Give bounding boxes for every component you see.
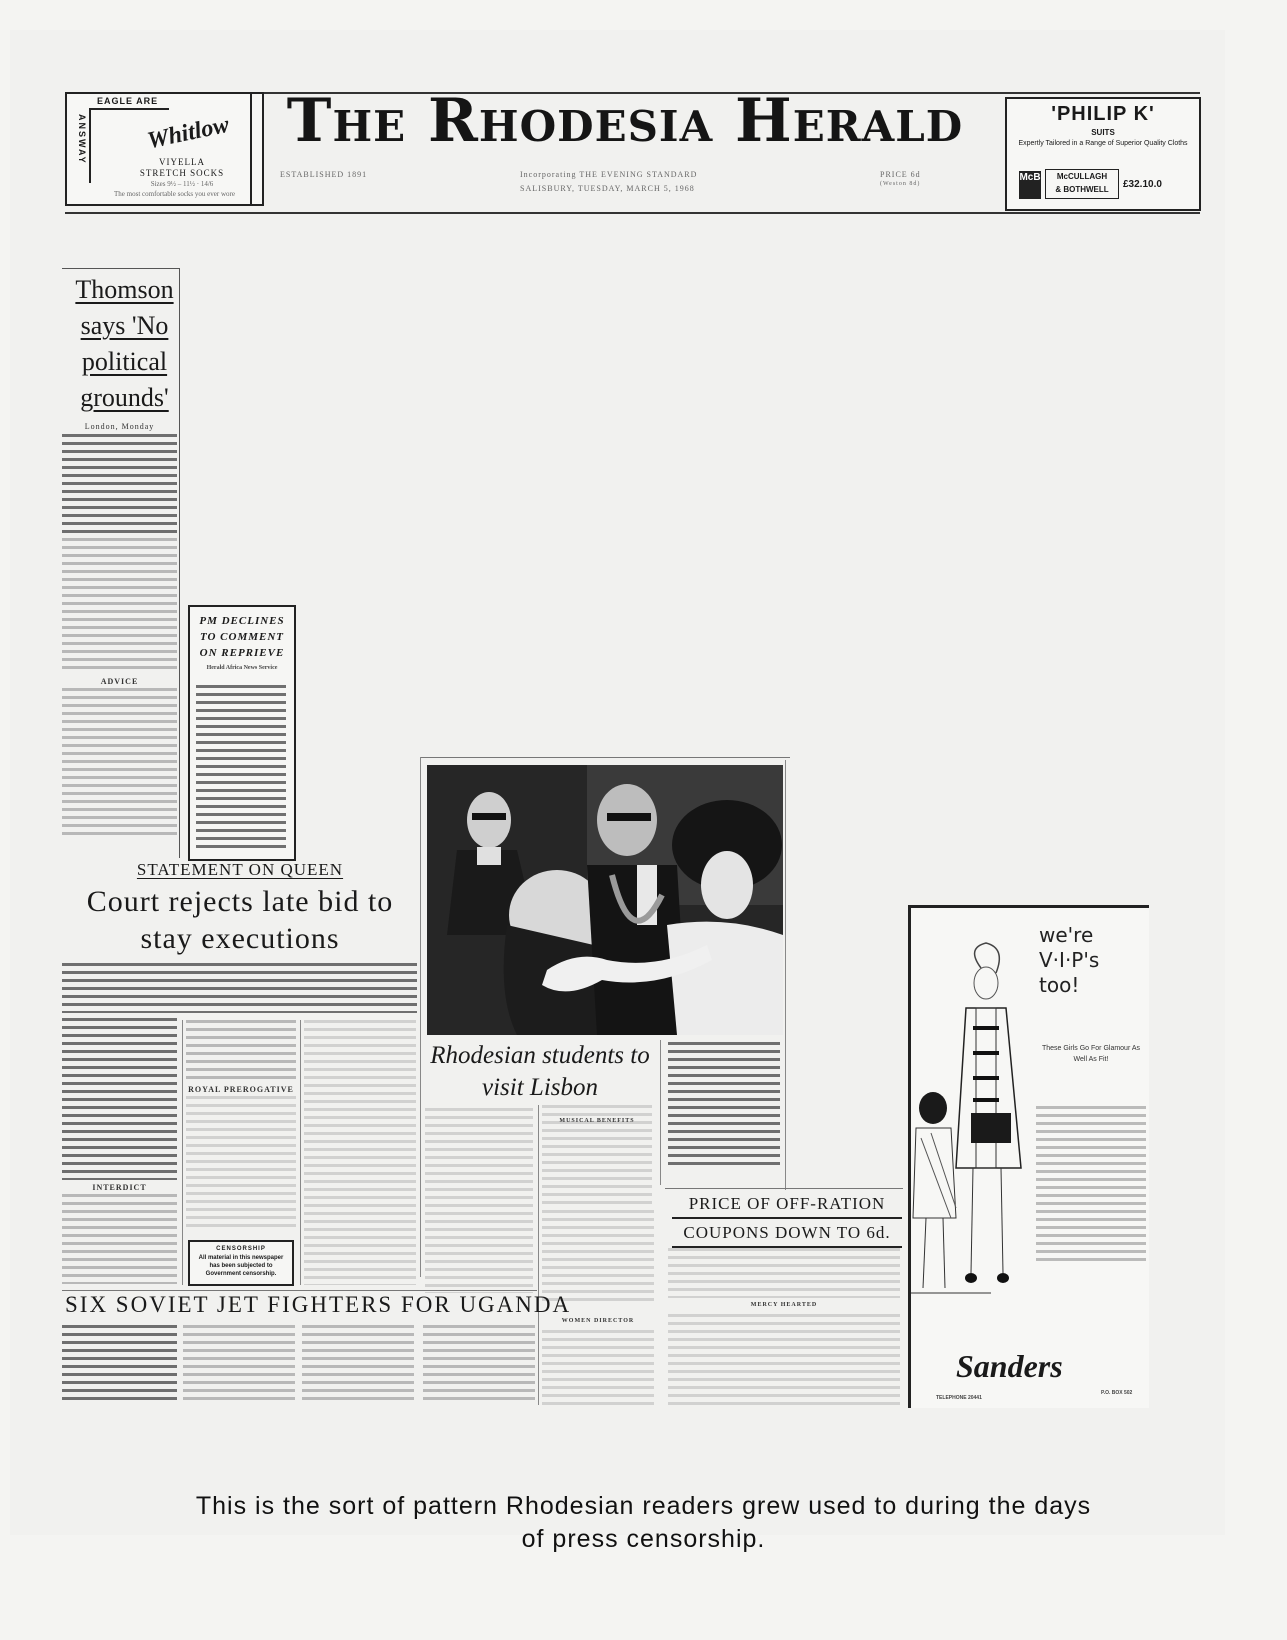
philip-k-ad-name: 'PHILIP K': [1051, 103, 1155, 125]
soviet-body-col1: [62, 1325, 177, 1405]
court-lead-paragraph: [62, 963, 417, 1013]
sanders-ad-body: [1036, 1106, 1146, 1266]
headline-line: Thomson: [75, 275, 174, 304]
masthead-price: PRICE 6d: [880, 170, 921, 179]
thomson-headline: [62, 272, 187, 416]
court-subhead-interdict: INTERDICT: [92, 1183, 147, 1192]
court-body-col3: [304, 1020, 416, 1285]
thomson-body: [62, 538, 177, 673]
soviet-body-col3: [302, 1325, 414, 1405]
court-body-col1: [62, 1018, 177, 1180]
censorship-notice-body: All material in this newspaper has been subjected to Government censorship.: [198, 1255, 284, 1277]
fashion-illustration-icon: [911, 928, 1036, 1308]
masthead-dateline: SALISBURY, TUESDAY, MARCH 5, 1968: [520, 184, 695, 193]
column-rule: [538, 1105, 539, 1405]
masthead-price-sub: (Weston 8d): [880, 181, 921, 187]
pm-declines-byline: Herald Africa News Service: [206, 665, 278, 671]
coupons-subhead: MERCY HEARTED: [750, 1302, 818, 1308]
coupons-headline-line: PRICE OF OFF-RATION: [672, 1190, 902, 1219]
photo-frame-rule: [420, 757, 790, 758]
caption-line: of press censorship.: [521, 1525, 766, 1553]
column-rule: [300, 1020, 301, 1285]
column-rule: [62, 1290, 537, 1291]
sanders-ad: [908, 905, 1149, 1408]
headline-line: says 'No: [80, 311, 169, 340]
news-photo: [427, 765, 783, 1035]
thomson-subhead: ADVICE: [100, 677, 139, 686]
coupons-body: [668, 1248, 900, 1298]
pm-declines-box: [188, 605, 296, 861]
students-body-col2: [542, 1210, 654, 1305]
slogan-line: V·I·P's: [1039, 948, 1100, 972]
column-rule: [420, 757, 421, 1277]
coupons-body: [668, 1314, 900, 1406]
slogan-line: we're: [1039, 923, 1094, 947]
pm-declines-body: [196, 685, 286, 850]
sanders-ad-brand: Sanders: [956, 1348, 1063, 1384]
court-body-col2: [186, 1096, 296, 1231]
firm-line: McCULLAGH: [1056, 172, 1108, 181]
slogan-line: too!: [1039, 973, 1080, 997]
students-subhead: MUSICAL BENEFITS: [559, 1118, 635, 1124]
court-headline: Court rejects late bid to stay executions: [86, 885, 394, 955]
court-kicker: STATEMENT ON QUEEN: [136, 860, 344, 879]
column-rule: [665, 1188, 903, 1189]
whitlow-ad-vertical: ANSWAY: [77, 114, 87, 165]
soviet-headline: SIX SOVIET JET FIGHTERS FOR UGANDA: [65, 1292, 572, 1317]
thomson-body: [62, 688, 177, 838]
firm-line: & BOTHWELL: [1055, 185, 1109, 194]
masthead-incorporating: Incorporating THE EVENING STANDARD: [520, 170, 698, 179]
soviet-body-col2: [183, 1325, 295, 1405]
column-rule: [182, 1020, 183, 1285]
students-body-col2: [542, 1330, 654, 1405]
column-rule: [660, 1040, 661, 1185]
whitlow-ad-line: STRETCH SOCKS: [139, 168, 225, 178]
students-body-col1: [425, 1108, 533, 1293]
whitlow-ad: [65, 92, 264, 206]
whitlow-ad-line: VIYELLA: [159, 157, 205, 167]
thomson-dateline: London, Monday: [84, 422, 155, 431]
censorship-notice-box: [188, 1240, 294, 1286]
column-rule: [62, 268, 179, 269]
whitlow-ad-brand: Whitlow: [145, 111, 232, 155]
whitlow-ad-line: Sizes 9½ – 11½ · 14/6: [150, 180, 214, 188]
court-body-col2: [186, 1020, 296, 1080]
students-body-col3: [668, 1042, 780, 1170]
philip-k-ad-sub: SUITS: [1091, 128, 1115, 137]
soviet-body-col4: [423, 1325, 535, 1405]
sanders-ad-telephone: TELEPHONE 20441: [936, 1395, 982, 1401]
whitlow-ad-rule: [89, 108, 169, 110]
photo-figures-icon: [427, 765, 783, 1035]
sanders-ad-po-box: P.O. BOX 502: [1101, 1390, 1133, 1396]
caption-line: This is the sort of pattern Rhodesian readers grew used to during the days: [195, 1492, 1092, 1520]
philip-k-ad-desc: Expertly Tailored in a Range of Superior Quality Cloths: [1018, 140, 1188, 147]
philip-k-ad-firm: [1045, 169, 1119, 199]
sanders-ad-tagline: These Girls Go For Glamour As Well As Fit!: [1041, 1045, 1141, 1063]
column-rule: [785, 760, 786, 1190]
headline-line: grounds': [80, 383, 169, 412]
students-headline: Rhodesian students to visit Lisbon: [430, 1042, 650, 1101]
headline-line: political: [81, 347, 168, 376]
censorship-notice-title: CENSORSHIP: [216, 1246, 266, 1252]
mcb-logo-icon: McB: [1019, 171, 1041, 199]
thomson-lead-paragraph: [62, 434, 177, 534]
newspaper-title: The Rhodesia Herald: [286, 86, 964, 156]
whitlow-ad-line: The most comfortable socks you ever wore: [114, 190, 235, 198]
coupons-headline: [672, 1190, 902, 1248]
whitlow-ad-rule: [89, 108, 91, 183]
philip-k-ad-price: £32.10.0: [1123, 179, 1162, 190]
philip-k-ad: [1005, 97, 1201, 211]
court-body-col1: [62, 1194, 177, 1284]
coupons-headline-line: COUPONS DOWN TO 6d.: [672, 1219, 902, 1248]
whitlow-ad-top: EAGLE ARE: [97, 96, 159, 106]
masthead-divider: [250, 92, 252, 204]
pm-declines-headline: PM DECLINES TO COMMENT ON REPRIEVE: [199, 615, 285, 659]
court-subhead-prerogative: ROYAL PREROGATIVE: [188, 1085, 294, 1094]
masthead-established: ESTABLISHED 1891: [280, 170, 368, 179]
students-subhead: WOMEN DIRECTOR: [561, 1318, 635, 1324]
figure-caption: [0, 1490, 1287, 1556]
sanders-ad-slogan: [1039, 923, 1099, 998]
